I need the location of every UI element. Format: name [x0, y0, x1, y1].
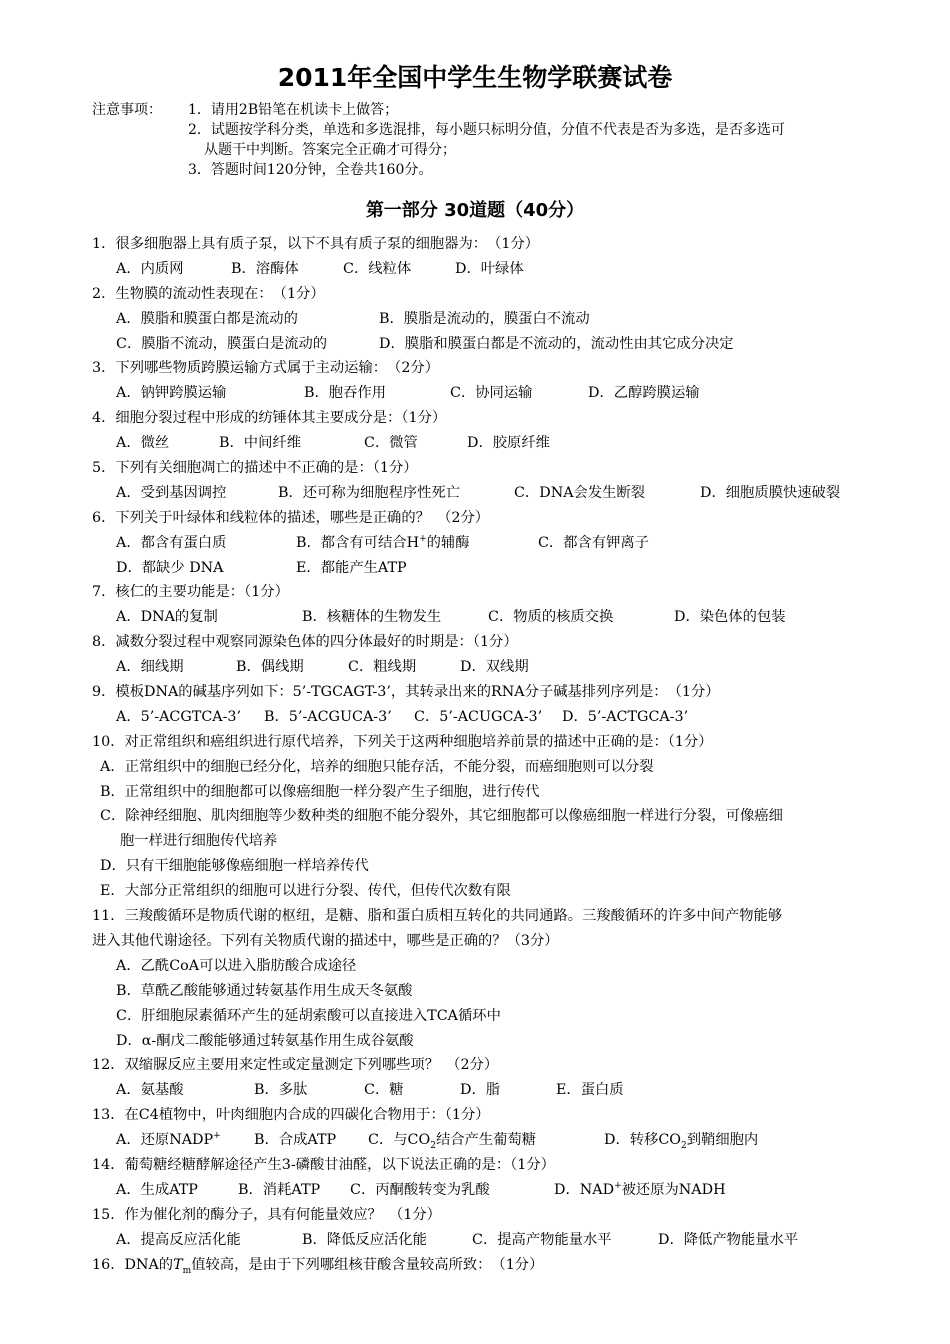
question-16-stem [92, 1253, 912, 1278]
q10-option-b: B．正常组织中的细胞都可以像癌细胞一样分裂产生子细胞，进行传代 [100, 783, 540, 800]
q13-option-d-post: 到鞘细胞内 [686, 1132, 759, 1149]
q10-option-c-cont: 胞一样进行细胞传代培养 [120, 833, 278, 850]
q9-option-a: A．5’-ACGTCA-3’ [116, 708, 242, 725]
q12-option-b: B．多肽 [254, 1082, 308, 1099]
question-9-stem: 9．模板DNA的碱基序列如下：5’-TGCAGT-3’，其转录出来的RNA分子碱基排列序列是： （1分） [92, 684, 720, 701]
q5-option-a: A．受到基因调控 [116, 484, 227, 501]
question-12-options [92, 1078, 912, 1103]
note-2: 2．试题按学科分类，单选和多选混排，每小题只标明分值，分值不代表是否为多选，是否多选可 [188, 122, 785, 138]
q1-option-a: A．内质网 [116, 260, 184, 277]
q6-option-c: C．都含有钾离子 [538, 534, 650, 551]
q9-option-b: B．5’-ACGUCA-3’ [264, 708, 392, 725]
question-list [92, 232, 912, 1277]
q14-option-d-sup: + [614, 1181, 622, 1192]
question-5-options [92, 481, 912, 506]
question-10-stem: 10．对正常组织和癌组织进行原代培养，下列关于这两种细胞培养前景的描述中正确的是：（1分） [92, 733, 713, 750]
note-2-cont: 从题干中判断。答案完全正确才可得分； [204, 142, 456, 158]
q16-t: T [173, 1256, 183, 1273]
question-6-options-row1 [92, 531, 912, 556]
q13-option-c-pre: C．与CO [368, 1132, 431, 1149]
q7-option-d: D．染色体的包装 [674, 609, 786, 626]
question-6-stem: 6．下列关于叶绿体和线粒体的描述，哪些是正确的？ （2分） [92, 509, 490, 526]
q3-option-a: A．钠钾跨膜运输 [116, 385, 227, 402]
q8-option-b: B．偶线期 [236, 659, 304, 676]
q13-option-c-sub: 2 [430, 1140, 436, 1151]
question-1-options [92, 257, 912, 282]
q16-pre: 16．DNA的 [92, 1256, 174, 1273]
question-5-stem: 5．下列有关细胞凋亡的描述中不正确的是：（1分） [92, 460, 418, 477]
q8-option-c: C．粗线期 [348, 659, 417, 676]
q16-t-sub: m [182, 1265, 192, 1276]
q13-option-a-pre: A．还原NADP [116, 1132, 214, 1149]
q6-option-b-pre: B．都含有可结合H [296, 534, 420, 551]
q12-option-d: D．脂 [460, 1082, 501, 1099]
question-11-stem-cont: 进入其他代谢途径。下列有关物质代谢的描述中，哪些是正确的？（3分） [92, 932, 559, 949]
q11-option-b: B．草酰乙酸能够通过转氨基作用生成天冬氨酸 [116, 982, 413, 999]
q9-option-c: C．5’-ACUGCA-3’ [414, 708, 543, 725]
question-8-stem: 8．减数分裂过程中观察同源染色体的四分体最好的时期是：（1分） [92, 634, 518, 651]
question-12-stem: 12．双缩脲反应主要用来定性或定量测定下列哪些项？ （2分） [92, 1057, 499, 1074]
q11-option-c: C．肝细胞尿素循环产生的延胡索酸可以直接进入TCA循环中 [116, 1007, 501, 1024]
question-15-options [92, 1228, 912, 1253]
q15-option-b: B．降低反应活化能 [302, 1231, 427, 1248]
q13-option-c-post: 结合产生葡萄糖 [435, 1132, 537, 1149]
question-1-stem: 1．很多细胞器上具有质子泵，以下不具有质子泵的细胞器为： （1分） [92, 236, 540, 252]
q15-option-c: C．提高产物能量水平 [472, 1231, 612, 1248]
q11-option-d: D．α-酮戊二酸能够通过转氨基作用生成谷氨酸 [116, 1032, 414, 1049]
section-heading: 第一部分 30道题（40分） [365, 200, 585, 221]
question-4-stem: 4．细胞分裂过程中形成的纺锤体其主要成分是：（1分） [92, 410, 447, 427]
q4-option-d: D．胶原纤维 [467, 435, 550, 452]
q13-option-a [116, 1128, 254, 1153]
q14-option-a: A．生成ATP [116, 1181, 198, 1198]
q4-option-c: C．微管 [364, 435, 418, 452]
q10-option-a: A．正常组织中的细胞已经分化，培养的细胞只能存活，不能分裂，而癌细胞则可以分裂 [100, 758, 654, 775]
q2-option-c: C．膜脂不流动，膜蛋白是流动的 [116, 335, 328, 352]
q5-option-b: B．还可称为细胞程序性死亡 [278, 484, 461, 501]
q2-option-b: B．膜脂是流动的，膜蛋白不流动 [379, 310, 590, 327]
q13-option-b: B．合成ATP [254, 1132, 337, 1149]
q9-option-d: D．5’-ACTGCA-3’ [562, 708, 689, 725]
question-13-stem: 13．在C4植物中，叶肉细胞内合成的四碳化合物用于：（1分） [92, 1107, 490, 1124]
q3-option-d: D．乙醇跨膜运输 [588, 385, 700, 402]
question-15-stem: 15．作为催化剂的酶分子，具有何能量效应？ （1分） [92, 1206, 441, 1223]
question-8-options [92, 655, 912, 680]
q1-option-c: C．线粒体 [343, 260, 412, 277]
q7-option-a: A．DNA的复制 [116, 609, 218, 626]
q13-option-d-sub: 2 [681, 1140, 687, 1151]
q8-option-a: A．细线期 [116, 659, 184, 676]
page-title: 2011年全国中学生生物学联赛试卷 [277, 63, 673, 92]
q4-option-a: A．微丝 [116, 435, 170, 452]
q14-option-b: B．消耗ATP [238, 1181, 321, 1198]
q13-option-c [368, 1128, 604, 1153]
question-6-options-row2 [92, 556, 912, 581]
q12-option-a: A．氨基酸 [116, 1082, 184, 1099]
question-9-options [92, 705, 912, 730]
q13-option-d [604, 1128, 758, 1153]
q15-option-a: A．提高反应活化能 [116, 1231, 241, 1248]
question-14-options [92, 1178, 912, 1203]
q10-option-d: D．只有干细胞能够像癌细胞一样培养传代 [100, 858, 369, 875]
note-3: 3．答题时间120分钟，全卷共160分。 [188, 162, 433, 178]
q10-option-e: E．大部分正常组织的细胞可以进行分裂、传代，但传代次数有限 [100, 883, 511, 900]
q6-option-e: E．都能产生ATP [296, 559, 407, 576]
q12-option-e: E．蛋白质 [556, 1082, 624, 1099]
question-2-options-row2 [92, 332, 912, 357]
q10-option-c: C．除神经细胞、肌肉细胞等少数种类的细胞不能分裂外，其它细胞都可以像癌细胞一样进行分裂，可像癌细 [100, 808, 783, 825]
q2-option-a: A．膜脂和膜蛋白都是流动的 [116, 310, 298, 327]
q5-option-c: C．DNA会发生断裂 [514, 484, 646, 501]
q2-option-d: D．膜脂和膜蛋白都是不流动的，流动性由其它成分决定 [379, 335, 734, 352]
question-4-options [92, 431, 912, 456]
q16-post: 值较高，是由于下列哪组核苷酸含量较高所致： （1分） [191, 1256, 544, 1273]
q1-option-d: D．叶绿体 [455, 260, 524, 277]
q12-option-c: C．糖 [364, 1082, 404, 1099]
question-2-stem: 2．生物膜的流动性表现在： （1分） [92, 285, 325, 302]
q13-option-a-sup: + [213, 1131, 221, 1142]
q11-option-a: A．乙酰CoA可以进入脂肪酸合成途径 [116, 957, 357, 974]
notes-label: 注意事项： [92, 102, 162, 118]
q1-option-b: B．溶酶体 [231, 260, 299, 277]
note-1: 1．请用2B铅笔在机读卡上做答； [188, 102, 399, 118]
q14-option-d-pre: D．NAD [554, 1181, 615, 1198]
question-14-stem: 14．葡萄糖经糖酵解途径产生3-磷酸甘油醛，以下说法正确的是：（1分） [92, 1156, 555, 1173]
q6-option-b-post: 的辅酶 [426, 534, 470, 551]
q8-option-d: D．双线期 [460, 659, 529, 676]
q14-option-d [554, 1178, 726, 1203]
q6-option-b [296, 531, 538, 556]
q3-option-c: C．协同运输 [450, 385, 533, 402]
q14-option-d-post: 被还原为NADH [621, 1181, 726, 1198]
question-7-options [92, 605, 912, 630]
question-7-stem: 7．核仁的主要功能是：（1分） [92, 584, 289, 601]
q7-option-c: C．物质的核质交换 [488, 609, 614, 626]
question-3-options [92, 381, 912, 406]
q6-option-b-sup: + [419, 533, 427, 544]
question-13-options [92, 1128, 912, 1153]
q4-option-b: B．中间纤维 [219, 435, 301, 452]
q6-option-a: A．都含有蛋白质 [116, 534, 227, 551]
q14-option-c: C．丙酮酸转变为乳酸 [350, 1181, 490, 1198]
question-2-options-row1 [92, 307, 912, 332]
q7-option-b: B．核糖体的生物发生 [302, 609, 442, 626]
question-3-stem: 3．下列哪些物质跨膜运输方式属于主动运输： （2分） [92, 360, 440, 377]
question-11-stem: 11．三羧酸循环是物质代谢的枢纽，是糖、脂和蛋白质相互转化的共同通路。三羧酸循环的许多中间产物能够 [92, 908, 783, 925]
q5-option-d: D．细胞质膜快速破裂 [700, 484, 841, 501]
q13-option-d-pre: D．转移CO [604, 1132, 682, 1149]
q6-option-d: D．都缺少 DNA [116, 559, 224, 576]
q3-option-b: B．胞吞作用 [304, 385, 386, 402]
q15-option-d: D．降低产物能量水平 [658, 1231, 799, 1248]
